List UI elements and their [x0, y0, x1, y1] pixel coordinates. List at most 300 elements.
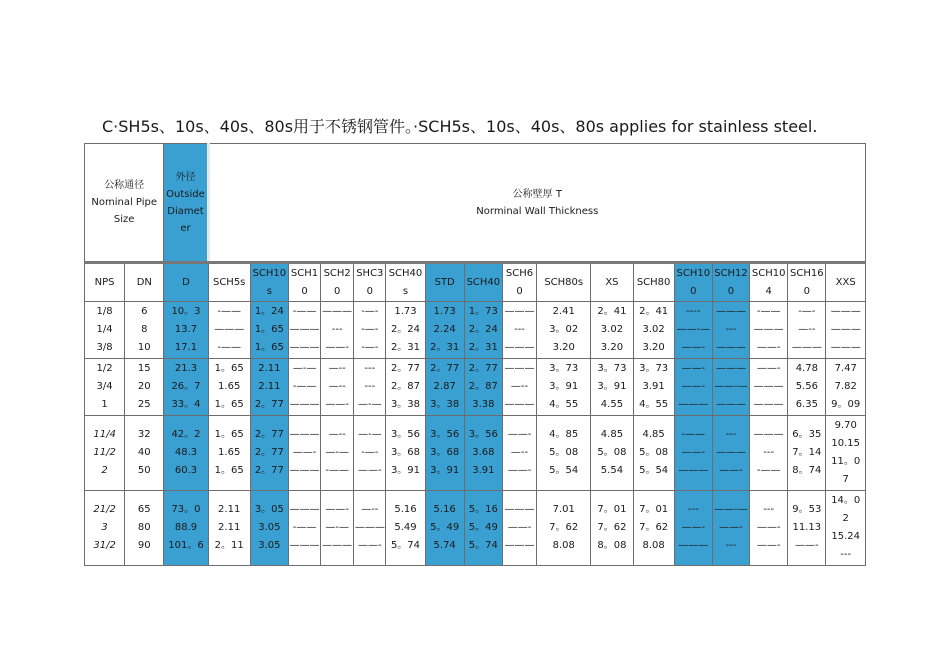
table-cell — [750, 302, 788, 359]
cell-value: ——— — [289, 324, 320, 335]
header-text: Diamet — [167, 205, 204, 217]
table-cell — [537, 359, 591, 416]
cell-value: 1。73 — [468, 306, 498, 317]
table-cell — [712, 416, 749, 491]
table-cell — [502, 302, 536, 359]
column-header — [502, 263, 536, 302]
cell-value: 73。0 — [171, 504, 201, 515]
cell-value: 5.74 — [433, 540, 456, 551]
cell-value: 1/8 — [96, 306, 113, 317]
cell-value: 1.65 — [218, 381, 241, 392]
table-cell — [164, 416, 208, 491]
table-cell — [537, 416, 591, 491]
cell-value: ——— — [791, 342, 822, 353]
table-cell — [354, 302, 386, 359]
cell-value: 2.11 — [258, 363, 281, 374]
cell-value: 31/2 — [93, 540, 116, 551]
cell-value: 3。56 — [430, 429, 460, 440]
cell-value: 5。08 — [549, 447, 579, 458]
cell-value: ——- — [325, 342, 349, 353]
table-cell — [125, 416, 164, 491]
column-header-text: SHC3 — [356, 267, 384, 279]
cell-value: ——— — [322, 306, 353, 317]
cell-value: ——— — [504, 540, 535, 551]
table-cell — [826, 359, 866, 416]
cell-value: 1。65 — [214, 465, 244, 476]
cell-value: 2。24 — [390, 324, 421, 335]
column-header-text: DN — [136, 276, 152, 288]
column-header — [633, 263, 674, 302]
cell-value: 3。91 — [430, 465, 460, 476]
cell-value: 9。09 — [831, 399, 861, 410]
column-header-text: 0 — [366, 285, 373, 297]
cell-value: 101。6 — [168, 540, 204, 551]
cell-value: 7。14 — [792, 447, 822, 458]
cell-value: 5。54 — [549, 465, 579, 476]
cell-value: 8。74 — [792, 465, 822, 476]
cell-value: 15 — [137, 363, 151, 374]
table-cell — [288, 302, 320, 359]
cell-value: 26。7 — [171, 381, 201, 392]
table-cell — [425, 416, 464, 491]
table-cell — [321, 491, 354, 566]
table-row — [85, 302, 866, 359]
cell-value: 5.16 — [433, 504, 456, 515]
cell-value: 8 — [141, 324, 148, 335]
cell-value: ——- — [358, 540, 382, 551]
column-header-text: XS — [605, 276, 619, 288]
column-header — [164, 263, 208, 302]
cell-value: —-- — [798, 324, 816, 335]
table-cell — [425, 302, 464, 359]
column-header — [712, 263, 749, 302]
cell-value: 3。91 — [597, 381, 627, 392]
cell-value: 7 — [842, 474, 849, 485]
column-header — [591, 263, 633, 302]
cell-value: ——-— — [714, 381, 748, 392]
cell-value: 3。02 — [549, 324, 579, 335]
table-header-row — [85, 144, 866, 263]
column-header — [85, 263, 125, 302]
table-cell — [354, 491, 386, 566]
cell-value: ——— — [504, 363, 535, 374]
cell-value: 80 — [137, 522, 151, 533]
column-header — [386, 263, 425, 302]
cell-value: ——- — [681, 342, 706, 353]
cell-value: 3。73 — [549, 363, 579, 374]
cell-value: —-- — [328, 363, 346, 374]
table-row — [85, 416, 866, 491]
cell-value: ——- — [507, 429, 532, 440]
cell-value: 2。77 — [430, 363, 460, 374]
cell-value: 3.02 — [600, 324, 624, 335]
cell-value: 21.3 — [174, 363, 198, 374]
cell-value: 65 — [137, 504, 151, 515]
cell-value: -—— — [681, 429, 706, 440]
header-text: Nominal Pipe — [91, 197, 158, 208]
table-cell — [788, 359, 826, 416]
column-header — [674, 263, 712, 302]
table-cell — [321, 302, 354, 359]
cell-value: --- — [840, 549, 852, 560]
cell-value: -—- — [361, 324, 379, 335]
table-cell — [250, 416, 288, 491]
table-cell — [464, 416, 502, 491]
table-cell — [208, 491, 250, 566]
cell-value: --- — [364, 381, 376, 392]
cell-value: 32 — [137, 429, 151, 440]
table-cell — [354, 416, 386, 491]
cell-value: 2。41 — [597, 306, 627, 317]
cell-value: 1。65 — [254, 324, 284, 335]
cell-value: ——- — [358, 465, 382, 476]
cell-value: ——— — [289, 465, 320, 476]
cell-value: ——- — [507, 465, 532, 476]
cell-value: ——- — [681, 381, 706, 392]
cell-value: 2.11 — [218, 522, 241, 533]
cell-value: ——-— — [714, 504, 748, 515]
cell-value: 3。38 — [430, 399, 460, 410]
cell-value: 3。56 — [390, 429, 421, 440]
cell-value: ——— — [504, 399, 535, 410]
table-cell — [85, 491, 125, 566]
cell-value: 7。62 — [639, 522, 669, 533]
cell-value: 8.08 — [552, 540, 575, 551]
cell-value: -—— — [325, 465, 349, 476]
cell-value: 9。53 — [792, 504, 822, 515]
cell-value: 4。55 — [549, 399, 579, 410]
cell-value: 1.73 — [394, 306, 417, 317]
column-header-text: SCH12 — [714, 267, 748, 279]
table-cell — [208, 359, 250, 416]
cell-value: 20 — [137, 381, 151, 392]
cell-value: 5。74 — [390, 540, 421, 551]
table-cell — [354, 359, 386, 416]
cell-value: -—- — [798, 306, 816, 317]
cell-value: 7。01 — [597, 504, 627, 515]
cell-value: ——— — [753, 324, 784, 335]
cell-value: 5。08 — [597, 447, 627, 458]
column-header — [537, 263, 591, 302]
header-text: 外径 — [175, 171, 196, 183]
cell-value: ——- — [681, 447, 706, 458]
table-cell — [633, 416, 674, 491]
table-cell — [788, 491, 826, 566]
cell-value: 10。3 — [171, 306, 201, 317]
table-cell — [250, 302, 288, 359]
table-cell — [125, 359, 164, 416]
table-cell — [502, 416, 536, 491]
cell-value: 3。73 — [597, 363, 627, 374]
table-cell — [464, 359, 502, 416]
cell-value: 11/2 — [93, 447, 116, 458]
cell-value: ——— — [715, 306, 746, 317]
column-header-text: 0 — [690, 285, 697, 297]
cell-value: -—- — [361, 342, 379, 353]
cell-value: 3。56 — [468, 429, 498, 440]
cell-value: 6.35 — [795, 399, 818, 410]
cell-value: 1。65 — [214, 399, 244, 410]
table-cell — [674, 359, 712, 416]
cell-value: -—— — [756, 465, 781, 476]
table-cell — [386, 416, 425, 491]
cell-value: 2。77 — [254, 447, 284, 458]
column-header-text: NPS — [94, 276, 115, 288]
column-header — [464, 263, 502, 302]
cell-value: 5。08 — [639, 447, 669, 458]
cell-value: 7。62 — [597, 522, 627, 533]
table-cell — [788, 416, 826, 491]
column-header-text: 0 — [301, 285, 308, 297]
cell-value: 10 — [137, 342, 151, 353]
table-cell — [633, 302, 674, 359]
cell-value: 2。41 — [639, 306, 669, 317]
cell-value: 5.56 — [795, 381, 818, 392]
cell-value: —-- — [328, 429, 346, 440]
cell-value: 3.38 — [472, 399, 495, 410]
cell-value: 50 — [137, 465, 151, 476]
cell-value: 5。49 — [468, 522, 498, 533]
table-cell — [386, 491, 425, 566]
cell-value: 14。0 — [831, 495, 861, 506]
cell-value: 7.47 — [834, 363, 857, 374]
page-title: C·SH5s、10s、40s、80s用于不锈钢管件。·SCH5s、10s、40s、80s applies for stainless steel. — [102, 117, 818, 136]
column-header-text: SCH10 — [252, 267, 287, 279]
cell-value: ——- — [325, 399, 349, 410]
cell-value: 21/2 — [93, 504, 116, 515]
column-header-text: s — [402, 285, 409, 297]
table-cell — [502, 491, 536, 566]
column-header-text: D — [182, 276, 190, 288]
cell-value: 1。65 — [254, 342, 284, 353]
table-cell — [712, 491, 749, 566]
table-cell — [464, 302, 502, 359]
cell-value: ——- — [719, 522, 743, 533]
column-header-text: SCH2 — [323, 267, 351, 279]
cell-value: 4.78 — [795, 363, 818, 374]
cell-value: 3/4 — [96, 381, 113, 392]
nominal-pipe-size-header — [85, 144, 164, 263]
cell-value: 3。05 — [254, 504, 284, 515]
cell-value: 4。85 — [549, 429, 579, 440]
cell-value: 7.82 — [834, 381, 857, 392]
cell-value: ——— — [753, 429, 784, 440]
cell-value: 17.1 — [174, 342, 198, 353]
table-cell — [633, 491, 674, 566]
cell-value: --- — [725, 324, 737, 335]
column-header-text: SCH1 — [290, 267, 319, 279]
cell-value: 2.24 — [433, 324, 456, 335]
cell-value: 1.73 — [433, 306, 456, 317]
table-cell — [750, 359, 788, 416]
cell-value: ——- — [325, 504, 349, 515]
cell-value: --- — [364, 363, 376, 374]
cell-value: 7。62 — [549, 522, 579, 533]
cell-value: 2。31 — [390, 342, 421, 353]
cell-value: ——— — [504, 342, 535, 353]
header-text: 公称通径 — [104, 180, 145, 191]
cell-value: 25 — [137, 399, 151, 410]
cell-value: 2。31 — [468, 342, 498, 353]
cell-value: 40 — [137, 447, 151, 458]
column-header-text: s — [266, 285, 272, 297]
cell-value: ---- — [686, 306, 701, 317]
cell-value: 9.70 — [834, 420, 857, 431]
table-cell — [321, 359, 354, 416]
cell-value: 2。77 — [254, 429, 284, 440]
cell-value: ——— — [322, 540, 353, 551]
column-header-text: SCH5s — [212, 276, 246, 288]
cell-value: ——— — [678, 540, 709, 551]
cell-value: ——— — [830, 342, 861, 353]
cell-value: --- — [763, 447, 775, 458]
cell-value: 4.85 — [642, 429, 665, 440]
cell-value: 3.20 — [600, 342, 624, 353]
outside-diameter-header — [164, 144, 208, 263]
cell-value: 4.85 — [600, 429, 624, 440]
table-cell — [288, 491, 320, 566]
cell-value: 13.7 — [174, 324, 198, 335]
table-cell — [750, 491, 788, 566]
cell-value: 4.55 — [600, 399, 624, 410]
cell-value: —-— — [292, 363, 317, 374]
table-cell — [425, 491, 464, 566]
cell-value: 1/4 — [96, 324, 113, 335]
table-cell — [537, 302, 591, 359]
column-header-text: 0 — [727, 285, 735, 297]
column-header — [425, 263, 464, 302]
table-cell — [633, 359, 674, 416]
table-cell — [85, 359, 125, 416]
cell-value: 2。77 — [468, 363, 498, 374]
header-text: 公称壁厚 T — [512, 188, 562, 200]
table-cell — [425, 359, 464, 416]
table-cell — [85, 302, 125, 359]
cell-value: ——— — [753, 381, 784, 392]
table-cell — [464, 491, 502, 566]
table-cell — [164, 302, 208, 359]
cell-value: 2.11 — [258, 381, 281, 392]
cell-value: 6 — [141, 306, 148, 317]
cell-value: 5.16 — [394, 504, 417, 515]
table-cell — [788, 302, 826, 359]
wall-thickness-header — [208, 144, 865, 263]
cell-value: ——- — [756, 522, 781, 533]
column-header-text: SCH80s — [544, 276, 584, 288]
column-header — [288, 263, 320, 302]
cell-value: 3。68 — [430, 447, 460, 458]
cell-value: 5。16 — [468, 504, 498, 515]
cell-value: ——-— — [676, 324, 711, 335]
cell-value: 1。65 — [214, 363, 244, 374]
column-header-text: SCH6 — [505, 267, 534, 279]
header-text: Outside — [166, 188, 205, 200]
cell-value: 5.54 — [600, 465, 624, 476]
column-header-text: 0 — [803, 285, 810, 297]
cell-value: --- — [331, 324, 343, 335]
table-cell — [208, 416, 250, 491]
cell-value: 3.91 — [642, 381, 665, 392]
table-cell — [85, 416, 125, 491]
column-header — [788, 263, 826, 302]
cell-value: 2。77 — [254, 399, 284, 410]
cell-value: 2.11 — [218, 504, 241, 515]
cell-value: -—— — [292, 381, 317, 392]
table-cell — [208, 302, 250, 359]
cell-value: ——- — [507, 522, 532, 533]
cell-value: 2。87 — [390, 381, 421, 392]
cell-value: --- — [725, 429, 737, 440]
cell-value: ——- — [756, 342, 781, 353]
table-cell — [674, 491, 712, 566]
table-cell — [164, 359, 208, 416]
cell-value: —-— — [358, 429, 382, 440]
cell-value: 1。24 — [254, 306, 284, 317]
cell-value: 2.41 — [552, 306, 575, 317]
cell-value: -—- — [361, 306, 379, 317]
column-header-text: STD — [434, 276, 455, 288]
table-cell — [164, 491, 208, 566]
cell-value: ——— — [715, 363, 746, 374]
column-header-text: 4 — [765, 285, 772, 297]
cell-value: 4。55 — [639, 399, 669, 410]
table-cell — [250, 359, 288, 416]
table-cell — [288, 416, 320, 491]
cell-value: ——- — [292, 447, 317, 458]
cell-value: 3.05 — [258, 522, 281, 533]
cell-value: -—— — [756, 306, 781, 317]
cell-value: ——— — [830, 324, 861, 335]
column-header-text: 0 — [333, 285, 341, 297]
cell-value: ——- — [756, 363, 781, 374]
cell-value: ——- — [681, 363, 706, 374]
table-cell — [591, 416, 633, 491]
pipe-wall-thickness-table — [84, 143, 866, 566]
cell-value: 2 — [101, 465, 108, 476]
column-header-text: SCH16 — [790, 267, 824, 279]
cell-value: 3。38 — [390, 399, 421, 410]
cell-value: 3.05 — [258, 540, 281, 551]
cell-value: 10.15 — [831, 438, 861, 449]
cell-value: -—- — [361, 447, 379, 458]
column-header-text: SCH40 — [388, 267, 423, 279]
cell-value: 2。24 — [468, 324, 498, 335]
cell-value: -—— — [217, 342, 241, 353]
cell-value: ——— — [289, 429, 320, 440]
cell-value: 2 — [842, 513, 849, 524]
cell-value: ——- — [795, 540, 819, 551]
cell-value: ——— — [830, 306, 861, 317]
cell-value: -—— — [292, 306, 317, 317]
table-cell — [250, 491, 288, 566]
cell-value: —-- — [361, 504, 379, 515]
table-cell — [321, 416, 354, 491]
cell-value: 11.13 — [792, 522, 822, 533]
column-header-text: SCH80 — [636, 276, 671, 288]
cell-value: 2。87 — [468, 381, 498, 392]
cell-value: --- — [687, 504, 699, 515]
cell-value: 3。91 — [390, 465, 421, 476]
cell-value: —-— — [358, 399, 382, 410]
table-cell — [591, 359, 633, 416]
header-text: er — [180, 222, 191, 234]
cell-value: ——— — [289, 399, 320, 410]
table-cell — [125, 302, 164, 359]
cell-value: 3。68 — [390, 447, 421, 458]
table-cell — [674, 302, 712, 359]
cell-value: 3.91 — [472, 465, 495, 476]
cell-value: 2。31 — [430, 342, 460, 353]
